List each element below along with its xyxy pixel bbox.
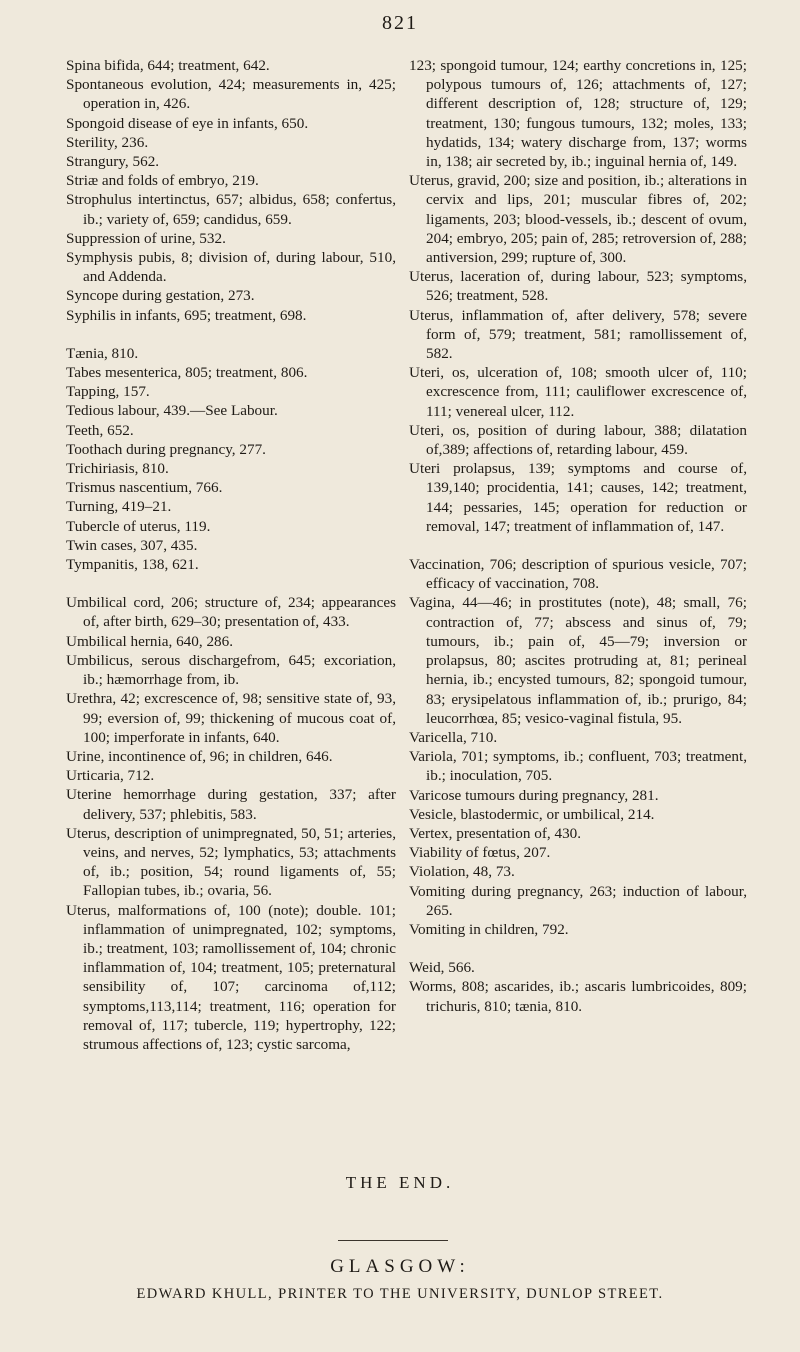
index-entry: Trichiriasis, 810. (66, 460, 169, 478)
index-entry: Suppression of urine, 532. (66, 229, 226, 247)
letter-group-gap (409, 939, 747, 958)
index-entry: Spongoid disease of eye in infants, 650. (66, 114, 309, 132)
index-entry: Striæ and folds of embryo, 219. (66, 172, 259, 190)
index-entry: Uterus, gravid, 200; size and position, ib.; alterations in cervix and lips, 201; muscular fibres of, 202; ligaments, 203; blood-vessels, ib.; descent of ovum, 204; embryo, 205; pain of, 285; retroversion of, 288; antiversion, 299; rupture of, 300. (409, 172, 747, 267)
index-entry: Tænia, 810. (66, 344, 139, 362)
index-entry: Syncope during gestation, 273. (66, 287, 255, 305)
index-entry: Tubercle of uterus, 119. (66, 517, 211, 535)
index-entry: Umbilical hernia, 640, 286. (66, 632, 234, 650)
index-entry: Spina bifida, 644; treatment, 642. (66, 57, 270, 74)
index-entry: Uteri, os, ulceration of, 108; smooth ulcer of, 110; excrescence from, 111; cauliflower excrescence of, 111; venereal ulcer, 112. (409, 364, 747, 420)
index-entry: Vagina, 44—46; in prostitutes (note), 48; small, 76; contraction of, 77; abscess and sinus of, 79; tumours, ib.; pain of, 45—79; inversion or prolapsus, 80; ascites protruding at, 81; perineal hernia, ib.; encysted tumours, 82; spongoid tumour, 83; erysipelatous inflammation of, ib.; prurigo, 84; leucorrhœa, 85; vesico-vaginal fistula, 95. (409, 594, 747, 727)
index-entry: Varicose tumours during pregnancy, 281. (409, 786, 659, 804)
index-entry: Teeth, 652. (66, 421, 134, 439)
index-entry: Symphysis pubis, 8; division of, during labour, 510, and Addenda. (66, 249, 396, 286)
index-entry: Weid, 566. (409, 959, 475, 977)
imprint-printer: EDWARD KHULL, PRINTER TO THE UNIVERSITY, DUNLOP STREET. (136, 1286, 664, 1302)
index-entry: Sterility, 236. (66, 133, 149, 151)
divider-rule (338, 1240, 448, 1241)
index-entry: Vertex, presentation of, 430. (409, 824, 582, 842)
index-entry: Vesicle, blastodermic, or umbilical, 214. (409, 805, 655, 823)
index-entry: Toothach during pregnancy, 277. (66, 440, 266, 458)
index-entry: Urethra, 42; excrescence of, 98; sensitive state of, 93, 99; eversion of, 99; thickening of mucous coat of, 100; imperforate in infants, 640. (66, 690, 396, 746)
index-entry: Uterine hemorrhage during gestation, 337; after delivery, 537; phlebitis, 583. (66, 786, 396, 823)
index-entry: Variola, 701; symptoms, ib.; confluent, 703; treatment, ib.; inoculation, 705. (409, 748, 747, 785)
index-entry: Vaccination, 706; description of spurious vesicle, 707; efficacy of vaccination, 708. (409, 556, 747, 593)
index-entry: Uteri, os, position of during labour, 388; dilatation of,389; affections of, retarding labour, 459. (409, 421, 747, 459)
the-end-label: THE END. (345, 1173, 455, 1192)
index-entry: Varicella, 710. (409, 728, 498, 746)
index-entry: Tedious labour, 439.—See Labour. (66, 402, 278, 420)
index-entry: Urticaria, 712. (66, 767, 155, 785)
index-entry: Strophulus intertinctus, 657; albidus, 658; confertus, ib.; variety of, 659; candidus, 659. (66, 191, 396, 228)
index-column-left (66, 56, 396, 1054)
letter-group-gap (66, 325, 396, 344)
index-entry: Syphilis in infants, 695; treatment, 698. (66, 306, 307, 324)
index-entry: Umbilicus, serous dischargefrom, 645; excoriation, ib.; hæmorrhage from, ib. (66, 651, 396, 689)
index-entry: Strangury, 562. (66, 153, 160, 171)
index-entry: Viability of fœtus, 207. (409, 844, 551, 862)
letter-group-gap (409, 536, 747, 555)
index-entry: Urine, incontinence of, 96; in children, 646. (66, 747, 333, 765)
page-number: 821 (382, 12, 418, 34)
index-entry: Twin cases, 307, 435. (66, 536, 198, 554)
index-entry: Vomiting during pregnancy, 263; induction of labour, 265. (409, 882, 747, 919)
index-entry: Vomiting in children, 792. (409, 920, 569, 938)
index-entry: Tympanitis, 138, 621. (66, 556, 199, 574)
index-entry: Uterus, malformations of, 100 (note); double. 101; inflammation of unimpregnated, 102; symptoms, ib.; treatment, 103; ramollissement of, 104; chronic inflammation of, 104; treatment, 105; preternatural sensibility of, 107; carcinoma of,112; symptoms,113,114; treatment, 116; operation for removal of, 117; tubercle, 119; hypertrophy, 122; strumous affections of, 123; cystic sarcoma, (66, 901, 396, 1053)
letter-group-gap (66, 574, 396, 593)
index-entry: 123; spongoid tumour, 124; earthy concretions in, 125; polypous tumours of, 126; attachments of, 127; different description of, 128; structure of, 129; treatment, 130; fungous tumours, 132; moles, 133; hydatids, 134; watery discharge from, 137; worms in, 138; air secreted by, ib.; inguinal hernia of, 149. (409, 57, 747, 171)
index-entry: Uterus, description of unimpregnated, 50, 51; arteries, veins, and nerves, 52; lymphatics, 53; attachments of, ib.; position, 54; round ligaments of, 55; Fallopian tubes, ib.; ovaria, 56. (66, 824, 396, 900)
index-entry: Worms, 808; ascarides, ib.; ascaris lumbricoides, 809; trichuris, 810; tænia, 810. (409, 978, 747, 1015)
index-entry: Turning, 419–21. (66, 498, 172, 516)
index-entry: Uterus, inflammation of, after delivery, 578; severe form of, 579; treatment, 581; ramollissement of, 582. (409, 306, 747, 363)
index-entry: Umbilical cord, 206; structure of, 234; appearances of, after birth, 629–30; presentation of, 433. (66, 594, 396, 631)
index-entry: Tabes mesenterica, 805; treatment, 806. (66, 364, 308, 382)
imprint-city: GLASGOW: (330, 1256, 470, 1277)
index-entry: Spontaneous evolution, 424; measurements in, 425; operation in, 426. (66, 76, 396, 113)
index-entry: Trismus nascentium, 766. (66, 479, 223, 497)
index-entry: Violation, 48, 73. (409, 863, 515, 881)
index-entry: Uteri prolapsus, 139; symptoms and course of, 139,140; procidentia, 141; causes, 142; treatment, 144; pessaries, 145; operation for reduction or removal, 147; treatment of inflammation of, 147. (409, 460, 747, 535)
index-column-right (409, 56, 747, 1016)
index-entry: Tapping, 157. (66, 383, 150, 401)
index-entry: Uterus, laceration of, during labour, 523; symptoms, 526; treatment, 528. (409, 268, 747, 305)
